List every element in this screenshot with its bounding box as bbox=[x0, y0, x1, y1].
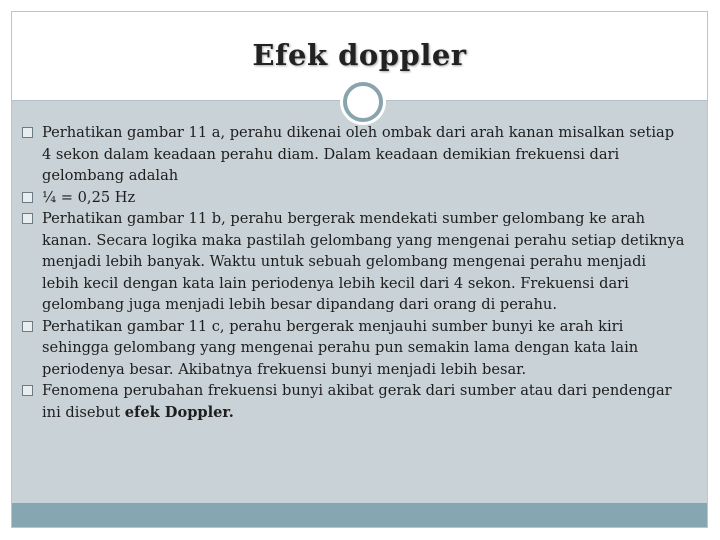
bullet-box-icon bbox=[22, 213, 33, 224]
slide-title: Efek doppler bbox=[252, 38, 467, 72]
bullet-text: Fenomena perubahan frekuensi bunyi akibat gerak dari sumber atau dari pendengar ini disebut bbox=[42, 382, 672, 421]
bullet-item bbox=[22, 122, 687, 187]
bullet-text: Perhatikan gambar 11 c, perahu bergerak menjauhi sumber bunyi ke arah kiri sehingga gelombang yang mengenai perahu pun semakin lama dengan kata lain periodenya besar. Akibatnya frekuensi bunyi menjadi lebih besar. bbox=[42, 317, 639, 378]
footer-bar bbox=[12, 503, 707, 527]
bullet-item bbox=[22, 316, 687, 381]
bullet-list bbox=[22, 122, 687, 423]
bullet-text: Perhatikan gambar 11 a, perahu dikenai oleh ombak dari arah kanan misalkan setiap 4 sekon dalam keadaan perahu diam. Dalam keadaan demikian frekuensi dari gelombang adalah bbox=[42, 124, 675, 184]
bullet-box-icon bbox=[22, 321, 33, 332]
bullet-box-icon bbox=[22, 192, 33, 203]
bullet-item bbox=[22, 208, 687, 316]
bullet-bold-term: efek Doppler. bbox=[124, 403, 234, 421]
bullet-box-icon bbox=[22, 127, 33, 138]
bullet-text: ¼ = 0,25 Hz bbox=[42, 188, 136, 206]
bullet-item bbox=[22, 187, 687, 209]
bullet-item bbox=[22, 380, 687, 423]
ring-ornament-icon bbox=[343, 82, 383, 122]
bullet-text: Perhatikan gambar 11 b, perahu bergerak mendekati sumber gelombang ke arah kanan. Secara logika maka pastilah gelombang yang mengenai perahu setiap detiknya menjadi lebih banyak. Waktu untuk sebuah gelombang mengenai perahu menjadi lebih kecil dengan kata lain periodenya lebih kecil dari 4 sekon. Frekuensi dari gelombang juga menjadi lebih besar dipandang dari orang di perahu. bbox=[42, 210, 685, 313]
bullet-box-icon bbox=[22, 385, 33, 396]
